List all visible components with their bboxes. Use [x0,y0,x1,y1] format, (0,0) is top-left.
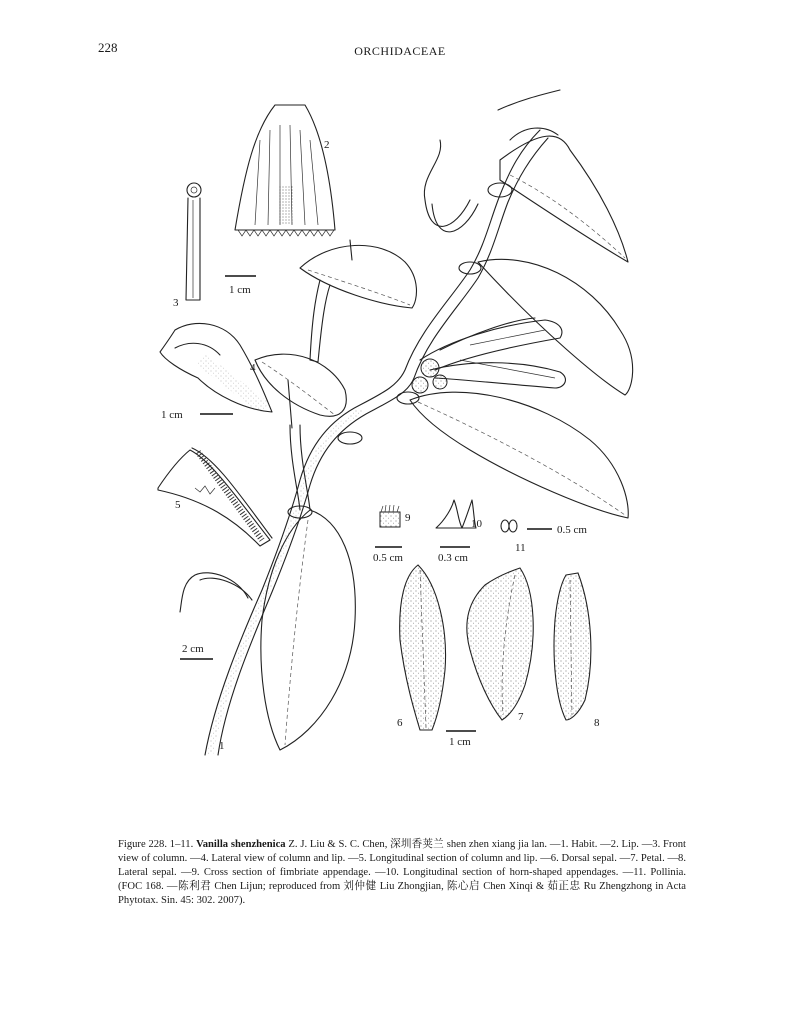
part-label-11: 11 [515,542,526,554]
dorsal-sepal-drawing [400,565,446,730]
scale-label-perianth: 1 cm [449,736,471,748]
part-label-10: 10 [471,518,482,530]
part-label-8: 8 [594,717,600,729]
page-number: 228 [98,40,118,55]
scale-label-pollinia: 0.5 cm [557,524,587,536]
longitudinal-section-drawing [158,448,272,546]
scale-label-appendage: 0.5 cm [373,552,403,564]
scale-label-horn: 0.3 cm [438,552,468,564]
lateral-sepal-drawing [554,573,591,720]
part-label-4: 4 [250,362,256,374]
caption-lead: Figure 228. 1–11. [118,839,197,850]
scale-label-column: 1 cm [161,409,183,421]
part-label-9: 9 [405,512,411,524]
running-head: ORCHIDACEAE [354,44,446,58]
part-label-6: 6 [397,717,403,729]
part-label-5: 5 [175,499,181,511]
caption-species: Vanilla shenzhenica [196,839,286,850]
part-label-3: 3 [173,297,179,309]
scale-label-habit: 2 cm [182,643,204,655]
part-label-2: 2 [324,139,330,151]
petal-drawing [467,568,533,720]
lip-drawing [235,105,335,236]
inflorescence [412,318,565,393]
caption-body: Z. J. Liu & S. C. Chen, 深圳香荚兰 shen zhen xiang jia lan. —1. Habit. —2. Lip. —3. Front view of column. —4. Lateral view of column and lip. —5. Longitudinal section of column and lip. —6. Dorsal sepal. —7. Petal. —8. Lateral sepal. —9. Cross section of fimbriate appendage. —10. Longitudinal section of horn-shaped appendages. —11. Pollinia. (FOC 168. —陈利君 Chen Lijun; reproduced from 刘仲健 Liu Zhongjian, 陈心启 Chen Xinqi & 茹正忠 Ru Zhengzhong in Acta Phytotax. Sin. 45: 302. 2007). [118,839,686,906]
fimbriate-section-drawing [380,505,400,527]
part-label-7: 7 [518,711,524,723]
pollinia-drawing [501,520,517,532]
figure-caption [118,838,686,908]
column-front-drawing [186,183,201,300]
horn-appendages-drawing [436,500,476,528]
part-label-1: 1 [219,740,225,752]
scale-label-lip: 1 cm [229,284,251,296]
